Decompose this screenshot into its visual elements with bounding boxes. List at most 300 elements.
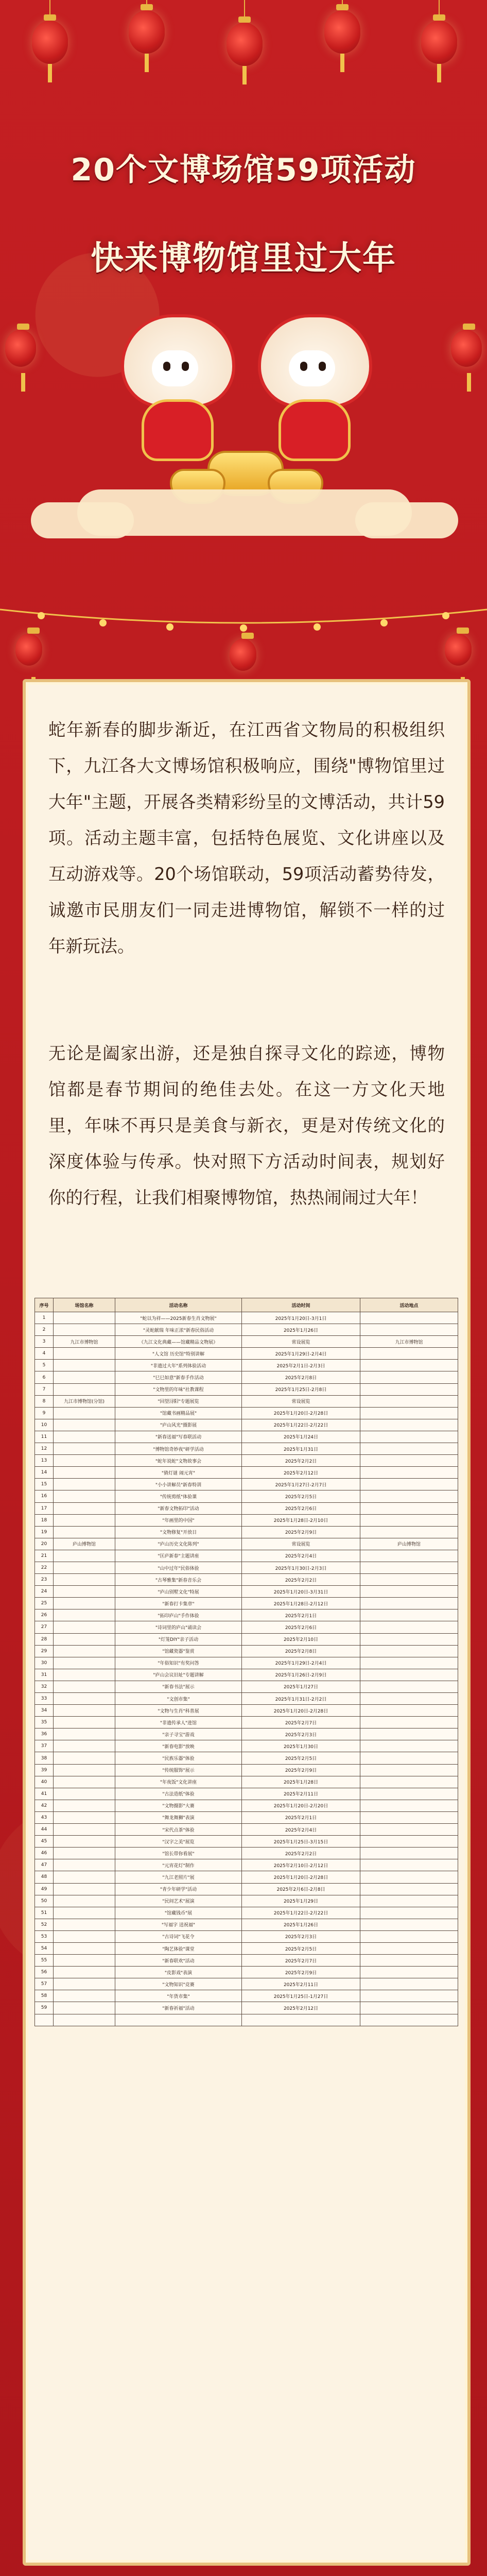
lantern-icon (445, 634, 472, 666)
table-cell: 2025年2月2日 (242, 1455, 360, 1467)
table-cell: "馆长带你看展" (115, 1848, 242, 1859)
table-cell: "汉字之美"展览 (115, 1836, 242, 1848)
table-cell (54, 1800, 115, 1811)
table-cell: 2025年1月22日-2月22日 (242, 1907, 360, 1919)
table-cell: 2025年2月9日 (242, 1764, 360, 1776)
table-cell: 2025年1月22日-2月22日 (242, 1419, 360, 1431)
table-cell: 10 (35, 1419, 54, 1431)
table-header-cell: 场馆名称 (54, 1298, 115, 1312)
table-cell: 2025年1月31日 (242, 1443, 360, 1455)
table-cell: 30 (35, 1657, 54, 1669)
table-cell (54, 1930, 115, 1942)
table-cell (54, 1574, 115, 1586)
table-cell (360, 1312, 458, 1324)
table-cell (360, 1848, 458, 1859)
table-cell (242, 2014, 360, 2026)
table-row (35, 1978, 458, 1990)
table-cell (54, 1895, 115, 1907)
table-cell (360, 1824, 458, 1836)
table-cell (360, 1490, 458, 1502)
table-cell (54, 1467, 115, 1479)
table-cell (360, 1728, 458, 1740)
page-title-line2: 快来博物馆里过大年 (91, 240, 396, 278)
table-cell: 2025年2月9日 (242, 1526, 360, 1538)
table-cell: "庐山风光"摄影展 (115, 1419, 242, 1431)
table-cell: "九江老照片"展 (115, 1871, 242, 1883)
table-cell (54, 1752, 115, 1764)
lion-mascot-left (116, 314, 234, 459)
table-row (35, 1360, 458, 1371)
table-cell: 2025年1月25日-3月15日 (242, 1836, 360, 1848)
table-cell: 25 (35, 1598, 54, 1609)
table-cell: 2025年1月26日 (242, 1919, 360, 1930)
table-cell: 2025年1月26日 (242, 1324, 360, 1336)
table-cell (360, 1978, 458, 1990)
table-cell (54, 1526, 115, 1538)
table-cell: 42 (35, 1800, 54, 1811)
table-cell (54, 1717, 115, 1728)
table-cell (360, 1360, 458, 1371)
table-cell (360, 1383, 458, 1395)
table-cell: 50 (35, 1895, 54, 1907)
lantern-icon (227, 23, 263, 66)
table-cell: 18 (35, 1514, 54, 1526)
cloud-decoration (355, 502, 458, 538)
table-cell (54, 1836, 115, 1848)
table-cell (360, 1645, 458, 1657)
table-row (35, 1967, 458, 1978)
bunting-decoration (0, 605, 487, 636)
table-cell: "馆藏钱币"展 (115, 1907, 242, 1919)
table-row (35, 1859, 458, 1871)
table-cell: "写福字 送祝福" (115, 1919, 242, 1930)
table-cell: 2025年2月11日 (242, 1788, 360, 1800)
table-cell: "年货市集" (115, 1990, 242, 2002)
table-cell: 2025年1月20日-3月31日 (242, 1586, 360, 1598)
table-cell (360, 1621, 458, 1633)
table-cell: 27 (35, 1621, 54, 1633)
table-header-cell: 序号 (35, 1298, 54, 1312)
table-cell (54, 1811, 115, 1823)
table-cell (360, 1443, 458, 1455)
table-row (35, 1645, 458, 1657)
table-row (35, 1990, 458, 2002)
table-cell (54, 1907, 115, 1919)
table-cell (360, 1930, 458, 1942)
lantern-icon (421, 21, 457, 64)
lantern-icon (324, 10, 360, 54)
table-cell (360, 1705, 458, 1717)
table-cell (54, 1348, 115, 1360)
table-cell (54, 1550, 115, 1562)
table-cell: 2025年2月8日 (242, 1645, 360, 1657)
table-cell: 23 (35, 1574, 54, 1586)
table-cell (54, 1407, 115, 1419)
table-cell: 2025年2月3日 (242, 1728, 360, 1740)
table-cell (360, 1919, 458, 1930)
table-cell (360, 1752, 458, 1764)
table-cell (360, 1348, 458, 1360)
table-row (35, 1598, 458, 1609)
table-cell: 2025年2月1日 (242, 1609, 360, 1621)
table-cell: 2025年1月29日-2月4日 (242, 1657, 360, 1669)
lantern-icon (5, 330, 36, 367)
table-cell (360, 1740, 458, 1752)
table-cell: 2025年2月6日 (242, 1502, 360, 1514)
table-cell: "小小讲解员"新春特训 (115, 1479, 242, 1490)
table-cell (54, 1633, 115, 1645)
table-cell (360, 1633, 458, 1645)
table-cell: 3 (35, 1336, 54, 1348)
table-cell (360, 1395, 458, 1407)
table-cell (54, 1883, 115, 1895)
table-cell (360, 1681, 458, 1692)
table-cell (115, 2014, 242, 2026)
table-cell: 49 (35, 1883, 54, 1895)
table-cell: 2025年2月5日 (242, 1942, 360, 1954)
table-cell: "非遗过大年"系列体验活动 (115, 1360, 242, 1371)
table-cell: 2025年1月20日-2月28日 (242, 1407, 360, 1419)
table-header-cell: 活动名称 (115, 1298, 242, 1312)
table-cell (360, 1562, 458, 1573)
table-cell: "元宵花灯"制作 (115, 1859, 242, 1871)
table-row (35, 1467, 458, 1479)
table-cell (360, 1371, 458, 1383)
table-row (35, 1705, 458, 1717)
table-cell: "亲子寻宝"游戏 (115, 1728, 242, 1740)
lantern-icon (129, 10, 165, 54)
table-cell: 2025年2月9日 (242, 1967, 360, 1978)
table-cell: 59 (35, 2002, 54, 2014)
table-cell: 53 (35, 1930, 54, 1942)
table-cell: 2025年2月6日 (242, 1621, 360, 1633)
lantern-icon (15, 634, 42, 666)
table-cell: "文物与生肖"科普展 (115, 1705, 242, 1717)
table-cell: 2025年1月27日-2月7日 (242, 1479, 360, 1490)
table-cell: "山中过年"民俗体验 (115, 1562, 242, 1573)
table-cell: 40 (35, 1776, 54, 1788)
table-cell (360, 1431, 458, 1443)
table-cell: "年俗知识"有奖问答 (115, 1657, 242, 1669)
table-cell (54, 1586, 115, 1598)
table-cell (54, 1705, 115, 1717)
table-cell (54, 1621, 115, 1633)
table-cell: 2025年1月24日 (242, 1431, 360, 1443)
table-cell: 2025年2月11日 (242, 1978, 360, 1990)
table-cell (360, 1883, 458, 1895)
table-cell (360, 1907, 458, 1919)
table-cell (360, 1324, 458, 1336)
table-cell: 2025年2月2日 (242, 1848, 360, 1859)
table-cell (360, 1776, 458, 1788)
table-cell: "年画里的中国" (115, 1514, 242, 1526)
table-cell: "新春电影"放映 (115, 1740, 242, 1752)
table-cell: 2025年1月31日-2月2日 (242, 1693, 360, 1705)
table-cell: 19 (35, 1526, 54, 1538)
table-cell: "皮影戏"表演 (115, 1967, 242, 1978)
table-cell: "博物馆奇妙夜"研学活动 (115, 1443, 242, 1455)
table-row (35, 2014, 458, 2026)
intro-paragraph-1: 蛇年新春的脚步渐近，在江西省文物局的积极组织下，九江各大文博场馆积极响应，围绕"博物馆里过大年"主题，开展各类精彩纷呈的文博活动，共计59项。活动主题丰富，包括特色展览、文化讲座以及互动游戏等。20个场馆联动，59项活动蓄势待发，诚邀市民朋友们一同走进博物馆，解锁不一样的过年新玩法。 (48, 720, 445, 956)
table-row (35, 1752, 458, 1764)
table-cell: "文物里的年味"社教课程 (115, 1383, 242, 1395)
table-cell: "宋代点茶"体验 (115, 1824, 242, 1836)
table-cell: 2025年1月28日 (242, 1776, 360, 1788)
table-cell (54, 1383, 115, 1395)
table-row (35, 1811, 458, 1823)
table-cell (360, 1419, 458, 1431)
table-cell: 29 (35, 1645, 54, 1657)
table-body (35, 1312, 458, 2026)
table-cell (54, 1657, 115, 1669)
table-cell (360, 1455, 458, 1467)
table-row (35, 1312, 458, 1324)
table-row (35, 1930, 458, 1942)
table-row (35, 1693, 458, 1705)
table-row (35, 1764, 458, 1776)
table-cell (54, 1431, 115, 1443)
table-cell: "文物摄影"大赛 (115, 1800, 242, 1811)
table-cell: 2025年2月1日 (242, 1811, 360, 1823)
table-cell: 58 (35, 1990, 54, 2002)
table-cell (54, 1978, 115, 1990)
table-row (35, 1788, 458, 1800)
table-cell: "文创市集" (115, 1693, 242, 1705)
table-cell (54, 1788, 115, 1800)
table-cell (360, 1693, 458, 1705)
table-row (35, 1871, 458, 1883)
table-cell (54, 1562, 115, 1573)
lantern-icon (451, 330, 482, 367)
table-cell: 2025年2月5日 (242, 1752, 360, 1764)
table-cell (54, 1645, 115, 1657)
table-cell: 九江市博物馆(分馆) (54, 1395, 115, 1407)
table-cell: "灯笼DIY"亲子活动 (115, 1633, 242, 1645)
table-row (35, 1800, 458, 1811)
table-cell: "青少年研学"活动 (115, 1883, 242, 1895)
table-cell: 21 (35, 1550, 54, 1562)
table-cell (360, 1479, 458, 1490)
table-cell: "新春打卡集章" (115, 1598, 242, 1609)
table-cell: 2025年2月12日 (242, 2002, 360, 2014)
table-row (35, 1895, 458, 1907)
table-row (35, 1609, 458, 1621)
table-row (35, 1407, 458, 1419)
table-cell: 37 (35, 1740, 54, 1752)
table-cell: "馆藏书画精品展" (115, 1407, 242, 1419)
activity-schedule-table (34, 1298, 458, 2026)
table-cell: 55 (35, 1955, 54, 1967)
table-row (35, 1550, 458, 1562)
table-cell (360, 1871, 458, 1883)
table-row (35, 1479, 458, 1490)
table-cell: "新春祈福"活动 (115, 2002, 242, 2014)
table-cell (54, 1598, 115, 1609)
table-row (35, 1514, 458, 1526)
table-cell: 2025年1月30日-2月3日 (242, 1562, 360, 1573)
table-cell: "新春送福"写春联活动 (115, 1431, 242, 1443)
table-cell: 2025年1月25日-2月8日 (242, 1383, 360, 1395)
table-cell: "文物修复"开放日 (115, 1526, 242, 1538)
table-row (35, 1348, 458, 1360)
table-cell: "蛇年说蛇"文物故事会 (115, 1455, 242, 1467)
table-row (35, 1883, 458, 1895)
table-cell: 2025年2月7日 (242, 1717, 360, 1728)
table-row (35, 2002, 458, 2014)
table-cell: 47 (35, 1859, 54, 1871)
table-cell (54, 1776, 115, 1788)
table-cell: "新春书法"展示 (115, 1681, 242, 1692)
table-cell: "人文馆 历史馆"特别讲解 (115, 1348, 242, 1360)
table-row (35, 1728, 458, 1740)
table-cell (360, 1942, 458, 1954)
table-row (35, 1419, 458, 1431)
table-cell (360, 1609, 458, 1621)
table-row (35, 1657, 458, 1669)
table-cell (54, 1479, 115, 1490)
table-cell: 常设展览 (242, 1336, 360, 1348)
table-cell (54, 1990, 115, 2002)
table-cell: 九江市博物馆 (360, 1336, 458, 1348)
table-cell: 28 (35, 1633, 54, 1645)
table-cell: 庐山博物馆 (360, 1538, 458, 1550)
table-cell: 26 (35, 1609, 54, 1621)
table-cell (360, 1895, 458, 1907)
table-cell: 33 (35, 1693, 54, 1705)
table-cell (54, 2014, 115, 2026)
table-cell: 24 (35, 1586, 54, 1598)
table-cell (54, 1859, 115, 1871)
table-row (35, 1942, 458, 1954)
table-cell: 常设展览 (242, 1395, 360, 1407)
table-cell (360, 1514, 458, 1526)
table-cell: 39 (35, 1764, 54, 1776)
lantern-icon (230, 639, 256, 671)
table-cell: 22 (35, 1562, 54, 1573)
table-cell: "文物知识"竞赛 (115, 1978, 242, 1990)
table-cell (360, 1811, 458, 1823)
table-cell: 庐山博物馆 (54, 1538, 115, 1550)
table-cell (54, 1312, 115, 1324)
table-cell: 2025年1月20日-3月1日 (242, 1312, 360, 1324)
table-cell: "庐山别墅文化"特展 (115, 1586, 242, 1598)
table-cell: 2025年2月5日 (242, 1490, 360, 1502)
table-header-cell: 活动地点 (360, 1298, 458, 1312)
table-cell (54, 1942, 115, 1954)
table-cell: "诗词里的庐山"诵读会 (115, 1621, 242, 1633)
table-cell: 20 (35, 1538, 54, 1550)
table-cell: 57 (35, 1978, 54, 1990)
table-row (35, 1383, 458, 1395)
table-cell: 1 (35, 1312, 54, 1324)
table-cell: 2025年2月4日 (242, 1824, 360, 1836)
table-cell: 14 (35, 1467, 54, 1479)
table-cell: 48 (35, 1871, 54, 1883)
table-cell: "庐山会议旧址"专题讲解 (115, 1669, 242, 1681)
table-cell: 11 (35, 1431, 54, 1443)
table-cell: 35 (35, 1717, 54, 1728)
table-cell (360, 1467, 458, 1479)
table-cell: 54 (35, 1942, 54, 1954)
table-cell: "传统剪纸"体验课 (115, 1490, 242, 1502)
table-cell: "新春文物拓印"活动 (115, 1502, 242, 1514)
table-cell: 51 (35, 1907, 54, 1919)
table-cell: "陶艺体验"课堂 (115, 1942, 242, 1954)
table-cell: "庐山历史文化陈列" (115, 1538, 242, 1550)
table-cell: 44 (35, 1824, 54, 1836)
table-cell: "回望浔阳"专题展览 (115, 1395, 242, 1407)
table-cell (360, 1669, 458, 1681)
table-cell: 2025年2月10日-2月12日 (242, 1859, 360, 1871)
table-row (35, 1562, 458, 1573)
table-row (35, 1776, 458, 1788)
table-cell (360, 1788, 458, 1800)
table-row (35, 1919, 458, 1930)
table-cell: 4 (35, 1348, 54, 1360)
table-row (35, 1395, 458, 1407)
table-cell: 2025年1月28日-2月12日 (242, 1598, 360, 1609)
table-cell (360, 1657, 458, 1669)
table-cell: "民族乐器"体验 (115, 1752, 242, 1764)
table-cell: 2025年1月20日-2月28日 (242, 1871, 360, 1883)
table-row (35, 1717, 458, 1728)
table-cell: "舞龙舞狮"表演 (115, 1811, 242, 1823)
lion-mascot-right (253, 314, 371, 459)
table-cell: "古法造纸"体验 (115, 1788, 242, 1800)
table-cell: 8 (35, 1395, 54, 1407)
table-cell: 2025年1月29日-2月4日 (242, 1348, 360, 1360)
table-cell (54, 1728, 115, 1740)
table-cell: 2 (35, 1324, 54, 1336)
table-row (35, 1538, 458, 1550)
table-cell: 17 (35, 1502, 54, 1514)
table-cell (360, 1800, 458, 1811)
table-row (35, 1371, 458, 1383)
table-cell (360, 1859, 458, 1871)
table-cell: "古诗词"飞花令 (115, 1930, 242, 1942)
table-row (35, 1681, 458, 1692)
table-row (35, 1431, 458, 1443)
table-cell: 56 (35, 1967, 54, 1978)
table-cell (54, 1740, 115, 1752)
table-row (35, 1443, 458, 1455)
table-cell: 31 (35, 1669, 54, 1681)
table-cell (35, 2014, 54, 2026)
table-cell: 2025年1月20日-2月20日 (242, 1800, 360, 1811)
table-cell: 7 (35, 1383, 54, 1395)
lantern-icon (32, 21, 68, 64)
table-cell: 2025年2月3日 (242, 1930, 360, 1942)
table-cell (54, 1514, 115, 1526)
table-row (35, 1490, 458, 1502)
table-row (35, 1336, 458, 1348)
content-card (23, 679, 471, 2566)
table-cell (360, 1550, 458, 1562)
table-cell: 38 (35, 1752, 54, 1764)
table-cell: 2025年2月4日 (242, 1550, 360, 1562)
table-cell (54, 1848, 115, 1859)
table-cell (54, 1669, 115, 1681)
table-cell (360, 1407, 458, 1419)
table-row (35, 1502, 458, 1514)
table-cell: 2025年2月10日 (242, 1633, 360, 1645)
table-cell: 9 (35, 1407, 54, 1419)
table-cell: 2025年2月6日-2月8日 (242, 1883, 360, 1895)
table-cell (360, 1717, 458, 1728)
table-cell: 2025年2月1日-2月3日 (242, 1360, 360, 1371)
table-cell (54, 1360, 115, 1371)
table-header-cell: 活动时间 (242, 1298, 360, 1312)
